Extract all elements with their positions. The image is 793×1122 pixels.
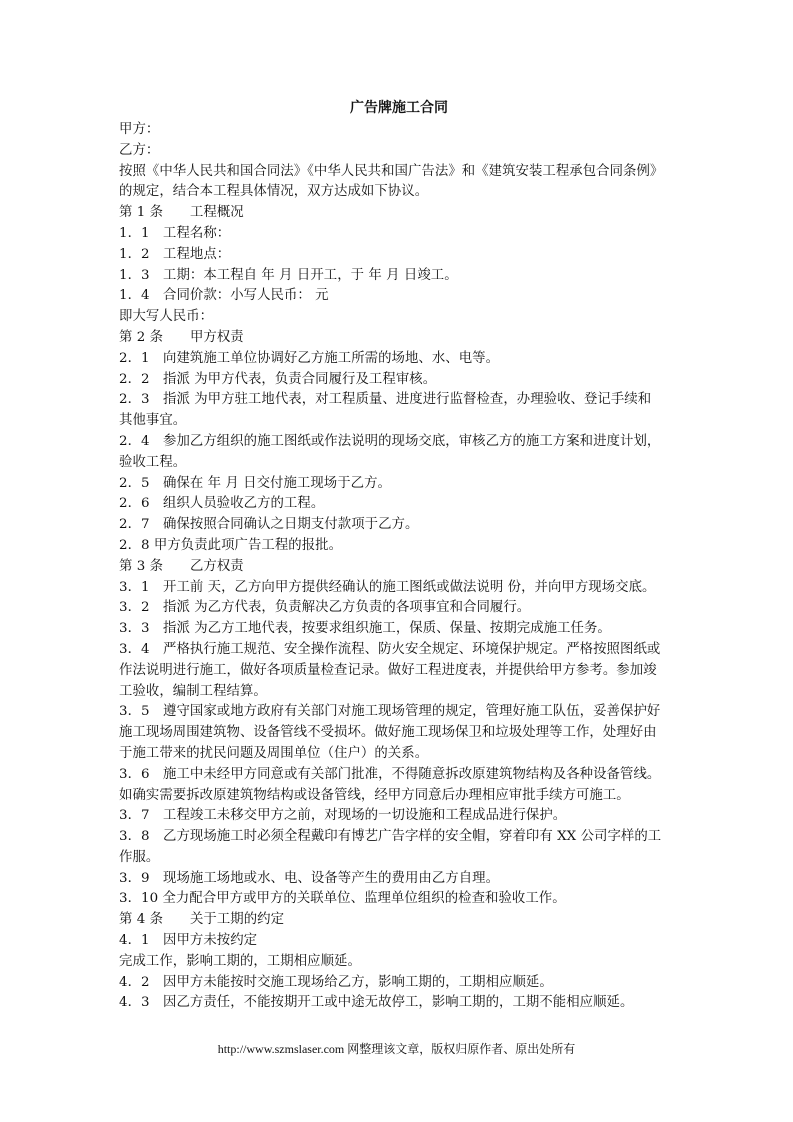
- text-line: 施工现场周围建筑物、设备管线不受损坏。做好施工现场保卫和垃圾处理等工作，处理好由: [119, 725, 657, 741]
- text-line: 2．1 向建筑施工单位协调好乙方施工所需的场地、水、电等。: [119, 350, 500, 366]
- text-line: 第 2 条 甲方权责: [119, 329, 244, 345]
- text-line: 工验收，编制工程结算。: [119, 683, 267, 699]
- text-line: 即大写人民币：: [119, 309, 214, 325]
- document-body: [119, 120, 679, 1014]
- footer-note: http://www.szmslaser.com 网整理该文章，版权归原作者、原出处所有: [217, 1042, 576, 1056]
- text-line: 2．3 指派 为甲方驻工地代表，对工程质量、进度进行监督检查，办理验收、登记手续和: [119, 392, 652, 408]
- text-line: 3．8 乙方现场施工时必须全程戴印有博艺广告字样的安全帽，穿着印有 XX 公司字样的工: [119, 829, 662, 845]
- text-line: 如确实需要拆改原建筑物结构或设备管线，经甲方同意后办理相应审批手续方可施工。: [119, 787, 630, 803]
- text-line: 1．2 工程地点：: [119, 246, 231, 262]
- text-line: 3．5 遵守国家或地方政府有关部门对施工现场管理的规定，管理好施工队伍，妥善保护好: [119, 704, 661, 720]
- text-line: 3．1 开工前 天，乙方向甲方提供经确认的施工图纸或做法说明 份，并向甲方现场交底。: [119, 579, 656, 595]
- text-line: 3．2 指派 为乙方代表，负责解决乙方负责的各项事宜和合同履行。: [119, 600, 531, 616]
- text-line: 于施工带来的扰民问题及周围单位（住户）的关系。: [119, 745, 429, 761]
- text-line: 2．7 确保按照合同确认之日期支付款项于乙方。: [119, 517, 419, 533]
- text-line: 2．8 甲方负责此项广告工程的报批。: [119, 537, 343, 553]
- text-line: 3．7 工程竣工未移交甲方之前，对现场的一切设施和工程成品进行保护。: [119, 808, 567, 824]
- text-line: 1．1 工程名称：: [119, 225, 231, 241]
- text-line: 第 3 条 乙方权责: [119, 558, 244, 574]
- text-line: 2．6 组织人员验收乙方的工程。: [119, 496, 325, 512]
- text-line: 4．2 因甲方未能按时交施工现场给乙方，影响工期的，工期相应顺延。: [119, 974, 553, 990]
- text-line: 其他事宜。: [119, 413, 187, 429]
- text-line: 第 4 条 关于工期的约定: [119, 912, 285, 928]
- text-line: 3．4 严格执行施工规范、安全操作流程、防火安全规定、环境保护规定。严格按照图纸或: [119, 641, 661, 657]
- text-line: 第 1 条 工程概况: [119, 205, 244, 221]
- text-line: 3．10 全力配合甲方或甲方的关联单位、监理单位组织的检查和验收工作。: [119, 891, 566, 907]
- document-title: 广告牌施工合同: [350, 100, 448, 116]
- text-line: 完成工作，影响工期的，工期相应顺延。: [119, 953, 361, 969]
- text-line: 的规定，结合本工程具体情况，双方达成如下协议。: [119, 184, 429, 200]
- text-line: 2．2 指派 为甲方代表，负责合同履行及工程审核。: [119, 371, 437, 387]
- text-line: 1．4 合同价款：小写人民币： 元: [119, 288, 329, 304]
- text-line: 甲方：: [119, 122, 160, 137]
- text-line: 按照《中华人民共和国合同法》《中华人民共和国广告法》和《建筑安装工程承包合同条例》: [119, 163, 664, 179]
- text-line: 1．3 工期：本工程自 年 月 日开工，于 年 月 日竣工。: [119, 267, 458, 283]
- text-line: 作法说明进行施工，做好各项质量检查记录。做好工程进度表，并提供给甲方参考。参加竣: [119, 662, 657, 678]
- text-line: 3．3 指派 为乙方工地代表，按要求组织施工，保质、保量、按期完成施工任务。: [119, 621, 611, 637]
- text-line: 4．3 因乙方责任，不能按期开工或中途无故停工，影响工期的，工期不能相应顺延。: [119, 995, 634, 1011]
- text-line: 2．4 参加乙方组织的施工图纸或作法说明的现场交底，审核乙方的施工方案和进度计划，: [119, 433, 661, 449]
- text-line: 乙方：: [119, 142, 160, 158]
- text-line: 3．9 现场施工场地或水、电、设备等产生的费用由乙方自理。: [119, 870, 500, 886]
- document-page: [119, 99, 679, 1014]
- text-line: 2．5 确保在 年 月 日交付施工现场于乙方。: [119, 475, 391, 491]
- text-line: 作服。: [119, 849, 160, 865]
- text-line: 4．1 因甲方未按约定: [119, 933, 258, 949]
- text-line: 验收工程。: [119, 454, 187, 470]
- text-line: 3．6 施工中未经甲方同意或有关部门批准，不得随意拆改原建筑物结构及各种设备管线。: [119, 766, 661, 782]
